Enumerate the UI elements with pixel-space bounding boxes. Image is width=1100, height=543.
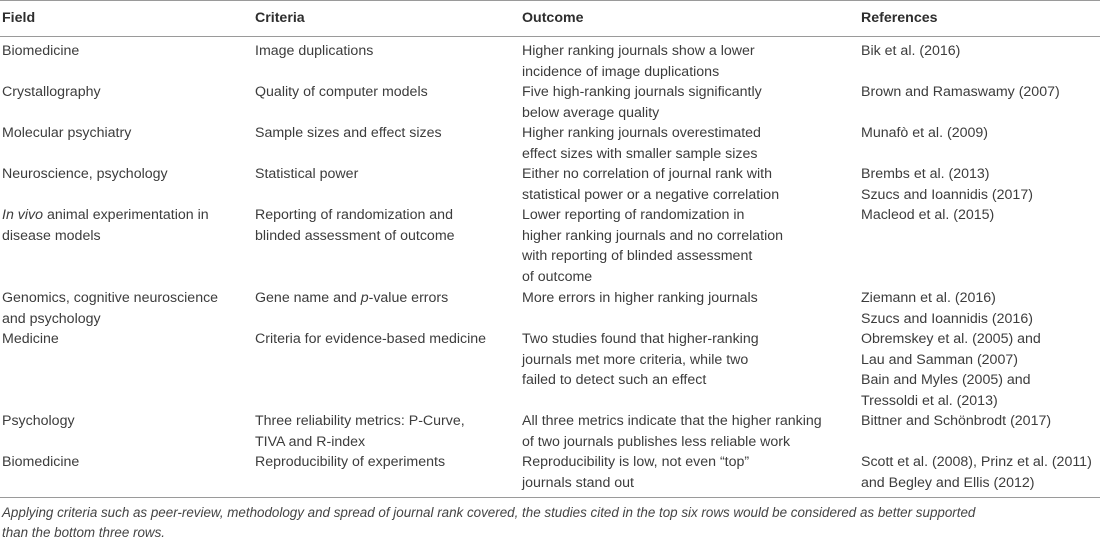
cell-line: higher ranking journals and no correlation: [522, 227, 784, 244]
cell-line: More errors in higher ranking journals: [522, 290, 758, 306]
table-cell-outcome: [522, 411, 822, 452]
cell-line: TIVA and R-index: [255, 433, 366, 450]
table-cell-references: [861, 411, 1051, 432]
cell-line: Higher ranking journals show a lower: [522, 43, 755, 59]
footnote-line-1: Applying criteria such as peer-review, methodology and spread of journal rank covered, the studies cited in the top six rows would be considered as better supported: [2, 505, 976, 520]
table-cell-outcome: [522, 123, 761, 164]
cell-line: Two studies found that higher-ranking: [522, 331, 759, 347]
table-cell-references: [861, 329, 1041, 411]
cell-line: All three metrics indicate that the higher ranking: [522, 413, 822, 429]
cell-line: Psychology: [2, 413, 75, 429]
table-cell-outcome: [522, 41, 755, 82]
cell-text: animal experimentation in: [43, 207, 209, 223]
table-cell-field: [2, 164, 168, 185]
header-criteria: Criteria: [255, 10, 305, 26]
table-cell-criteria: [255, 288, 448, 309]
cell-line: and Begley and Ellis (2012): [861, 474, 1035, 491]
cell-line: Image duplications: [255, 43, 374, 59]
table-cell-outcome: [522, 452, 749, 493]
cell-line: Bittner and Schönbrodt (2017): [861, 413, 1052, 429]
cell-line: Five high-ranking journals significantly: [522, 84, 762, 100]
cell-line: journals met more criteria, while two: [522, 351, 749, 368]
table-cell-references: [861, 288, 1033, 329]
table-cell-criteria: [255, 205, 455, 246]
table-cell-field: [2, 411, 75, 432]
cell-line: Crystallography: [2, 84, 101, 100]
cell-line: Biomedicine: [2, 454, 80, 470]
cell-line: incidence of image duplications: [522, 63, 720, 80]
table-cell-criteria: [255, 123, 442, 144]
table-cell-references: [861, 205, 994, 226]
bottom-rule: [0, 497, 1100, 498]
table-cell-criteria: [255, 329, 486, 350]
cell-line: Tressoldi et al. (2013): [861, 392, 998, 409]
cell-line: Szucs and Ioannidis (2016): [861, 310, 1033, 327]
cell-line: Lau and Samman (2007): [861, 351, 1018, 368]
table-cell-outcome: [522, 82, 762, 123]
cell-line: Scott et al. (2008), Prinz et al. (2011): [861, 454, 1092, 470]
cell-text: -value errors: [368, 290, 449, 306]
table-cell-field: [2, 41, 79, 62]
header-references: References: [861, 10, 938, 26]
table-cell-references: [861, 41, 960, 62]
cell-line: statistical power or a negative correlation: [522, 186, 780, 203]
cell-line: Reproducibility of experiments: [255, 454, 446, 470]
header-rule: [0, 36, 1100, 37]
table-cell-criteria: [255, 452, 445, 473]
cell-text: Gene name and: [255, 290, 361, 306]
cell-line: Ziemann et al. (2016): [861, 290, 996, 306]
cell-line: Molecular psychiatry: [2, 125, 132, 141]
table-footnote: [2, 503, 975, 543]
cell-line: effect sizes with smaller sample sizes: [522, 145, 758, 162]
cell-line: Higher ranking journals overestimated: [522, 125, 761, 141]
cell-line: of two journals publishes less reliable work: [522, 433, 791, 450]
cell-line: Obremskey et al. (2005) and: [861, 331, 1041, 347]
table-cell-references: [861, 164, 1033, 205]
table-cell-field: [2, 452, 79, 473]
table-cell-field: [2, 205, 209, 246]
top-rule: [0, 0, 1100, 1]
table-cell-criteria: [255, 41, 373, 62]
italic-term: In vivo: [2, 207, 44, 223]
table-cell-field: [2, 82, 101, 103]
cell-line: of outcome: [522, 268, 593, 285]
cell-line: Reproducibility is low, not even “top”: [522, 454, 750, 470]
footnote-line-2: than the bottom three rows.: [2, 525, 166, 541]
cell-line: and psychology: [2, 310, 101, 327]
cell-line: Medicine: [2, 331, 59, 347]
cell-line: Sample sizes and effect sizes: [255, 125, 442, 141]
table-cell-field: [2, 123, 131, 144]
cell-line: Macleod et al. (2015): [861, 207, 995, 223]
table-cell-references: [861, 123, 988, 144]
table-cell-outcome: [522, 329, 759, 391]
table-cell-outcome: [522, 164, 779, 205]
cell-line: Bik et al. (2016): [861, 43, 961, 59]
cell-line: Biomedicine: [2, 43, 80, 59]
header-outcome: Outcome: [522, 10, 584, 26]
cell-line: below average quality: [522, 104, 660, 121]
cell-line: failed to detect such an effect: [522, 372, 707, 388]
table-cell-criteria: [255, 82, 428, 103]
cell-line: Statistical power: [255, 166, 359, 182]
cell-line: Munafò et al. (2009): [861, 125, 988, 141]
cell-line: [2, 205, 209, 226]
cell-line: Either no correlation of journal rank with: [522, 166, 772, 182]
cell-line: Lower reporting of randomization in: [522, 207, 745, 223]
table-cell-outcome: [522, 288, 758, 309]
table-cell-field: [2, 288, 218, 329]
cell-line: [255, 288, 448, 309]
table-cell-outcome: [522, 205, 783, 287]
cell-line: Szucs and Ioannidis (2017): [861, 186, 1033, 203]
cell-line: Reporting of randomization and: [255, 207, 453, 223]
table-cell-field: [2, 329, 59, 350]
table-cell-references: [861, 82, 1060, 103]
cell-line: journals stand out: [522, 474, 634, 491]
cell-line: Quality of computer models: [255, 84, 428, 100]
cell-line: Three reliability metrics: P-Curve,: [255, 413, 465, 429]
header-field: Field: [2, 10, 36, 26]
table-cell-references: [861, 452, 1092, 493]
cell-line: Neuroscience, psychology: [2, 166, 168, 182]
italic-term: p: [360, 290, 369, 306]
cell-line: Criteria for evidence-based medicine: [255, 331, 487, 347]
cell-line: Genomics, cognitive neuroscience: [2, 290, 219, 306]
table-cell-criteria: [255, 411, 465, 452]
table-cell-criteria: [255, 164, 358, 185]
cell-line: blinded assessment of outcome: [255, 227, 455, 244]
cell-line: Bain and Myles (2005) and: [861, 372, 1031, 388]
cell-line: Brown and Ramaswamy (2007): [861, 84, 1060, 100]
cell-line: with reporting of blinded assessment: [522, 248, 753, 264]
cell-line: disease models: [2, 227, 101, 244]
cell-line: Brembs et al. (2013): [861, 166, 990, 182]
